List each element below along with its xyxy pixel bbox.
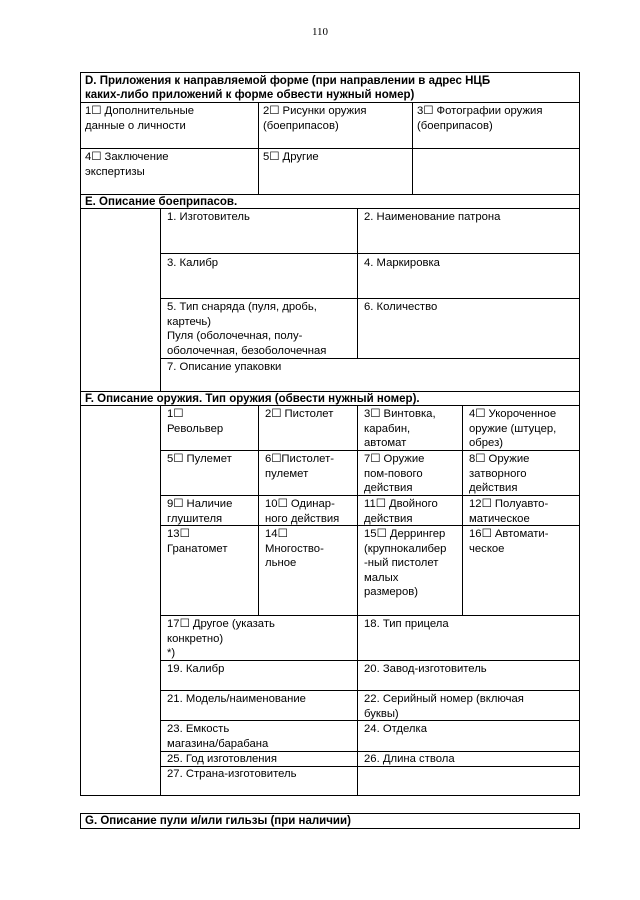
weapon-type-13[interactable]: 13☐ Гранатомет xyxy=(167,528,228,555)
weapon-type-3[interactable]: 3☐ Винтовка, карабин, автомат xyxy=(364,408,436,449)
weapon-type-15[interactable]: 15☐ Деррингер (крупнокалибер -ный пистолет малых размеров) xyxy=(364,528,447,598)
section-f-title: F. Описание оружия. Тип оружия (обвести нужный номер). xyxy=(85,393,420,405)
weapon-type-2[interactable]: 2☐ Пистолет xyxy=(265,408,334,420)
weapon-type-14[interactable]: 14☐ Многоство- льное xyxy=(265,528,324,569)
sight-type-field[interactable]: 18. Тип прицела xyxy=(364,618,449,630)
weapon-type-12[interactable]: 12☐ Полуавто- матическое xyxy=(469,498,549,525)
barrel-length-field[interactable]: 26. Длина ствола xyxy=(364,753,455,765)
weapon-type-7[interactable]: 7☐ Оружие пом-пового действия xyxy=(364,453,425,494)
projectile-type-field[interactable]: 5. Тип снаряда (пуля, дробь, картечь) Пуля (оболочечная, полу- оболочечная, безоболочечная xyxy=(167,301,327,357)
section-d-item-5[interactable]: 5☐ Другие xyxy=(263,151,319,163)
year-of-manufacture-field[interactable]: 25. Год изготовления xyxy=(167,753,277,765)
weapon-type-8[interactable]: 8☐ Оружие затворного действия xyxy=(469,453,530,494)
weapon-type-17-other[interactable]: 17☐ Другое (указать конкретно) *) xyxy=(167,618,275,659)
weapon-manufacturer-field[interactable]: 20. Завод-изготовитель xyxy=(364,663,487,675)
model-name-field[interactable]: 21. Модель/наименование xyxy=(167,693,306,705)
serial-number-field[interactable]: 22. Серийный номер (включая буквы) xyxy=(364,693,524,720)
cartridge-name-field[interactable]: 2. Наименование патрона xyxy=(364,211,501,223)
weapon-type-6[interactable]: 6☐Пистолет- пулемет xyxy=(265,453,335,480)
weapon-type-16[interactable]: 16☐ Автомати- ческое xyxy=(469,528,549,555)
page-number: 110 xyxy=(311,26,329,38)
weapon-type-11[interactable]: 11☐ Двойного действия xyxy=(364,498,438,525)
section-d-item-2[interactable]: 2☐ Рисунки оружия (боеприпасов) xyxy=(263,105,367,132)
section-g-title: G. Описание пули и/или гильзы (при наличии) xyxy=(85,815,351,827)
weapon-type-5[interactable]: 5☐ Пулемет xyxy=(167,453,232,465)
section-d-title: D. Приложения к направляемой форме (при направлении в адрес НЦБ каких-либо приложений к форме обвести нужный номер) xyxy=(85,75,491,101)
weapon-type-4[interactable]: 4☐ Укороченное оружие (штуцер, обрез) xyxy=(469,408,557,449)
magazine-capacity-field[interactable]: 23. Емкость магазина/барабана xyxy=(167,723,269,750)
section-d-item-3[interactable]: 3☐ Фотографии оружия (боеприпасов) xyxy=(417,105,543,132)
packaging-description-field[interactable]: 7. Описание упаковки xyxy=(167,361,282,373)
ammo-caliber-field[interactable]: 3. Калибр xyxy=(167,257,219,269)
weapon-type-9[interactable]: 9☐ Наличие глушителя xyxy=(167,498,233,525)
section-e-title: E. Описание боеприпасов. xyxy=(85,196,238,208)
weapon-type-1[interactable]: 1☐ Револьвер xyxy=(167,408,224,435)
ammo-quantity-field[interactable]: 6. Количество xyxy=(364,301,438,313)
weapon-type-10[interactable]: 10☐ Одинар- ного действия xyxy=(265,498,340,525)
ammo-marking-field[interactable]: 4. Маркировка xyxy=(364,257,440,269)
finish-field[interactable]: 24. Отделка xyxy=(364,723,427,735)
ammo-manufacturer-field[interactable]: 1. Изготовитель xyxy=(167,211,250,223)
section-d-item-1[interactable]: 1☐ Дополнительные данные о личности xyxy=(85,105,194,132)
section-d-item-4[interactable]: 4☐ Заключение экспертизы xyxy=(85,151,169,178)
country-of-manufacture-field[interactable]: 27. Страна-изготовитель xyxy=(167,768,297,780)
weapon-caliber-field[interactable]: 19. Калибр xyxy=(167,663,225,675)
